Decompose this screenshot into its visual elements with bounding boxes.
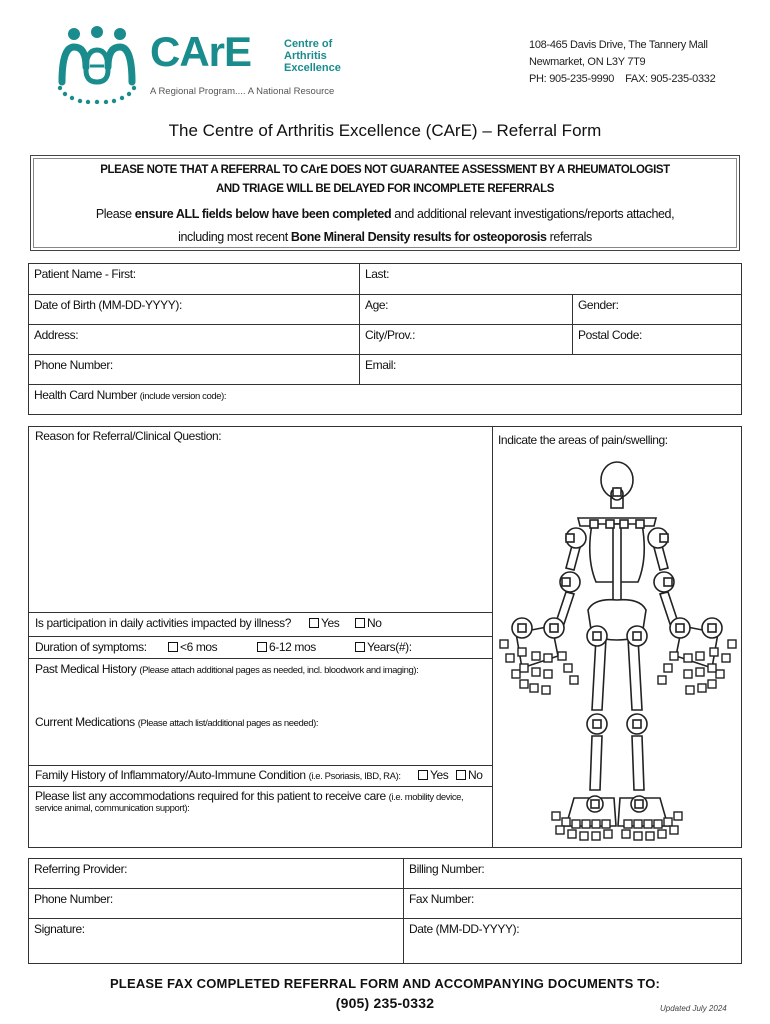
field-label: Fax Number: [409,892,474,906]
field-label: Is participation in daily activities impacted by illness? [35,616,291,630]
duration-label: Duration of symptoms: [35,640,147,654]
participation-question [35,616,291,630]
logo-sub-line: Centre of [284,38,333,50]
field-label: Last: [365,267,390,281]
option-label: 6-12 mos [269,640,316,654]
clinic-address [529,37,715,88]
fax-number: (905) 235-0332 [335,995,435,1011]
row-divider [28,786,493,787]
logo-wordmark: CArE [150,28,252,75]
city-field[interactable] [359,324,573,355]
clinical-divider [492,426,493,848]
updated-date: Updated July 2024 [660,1004,727,1013]
logo-subtitle [284,38,341,74]
notice-emphasis: ensure ALL fields below have been completed [134,207,392,221]
row-divider [28,612,493,613]
notice-text: PLEASE NOTE THAT A REFERRAL TO CArE DOES NOT GUARANTEE ASSESSMENT BY A RHEUMATOLOGIST [100,164,670,176]
accommodations-field[interactable] [35,789,490,845]
fax-instruction: PLEASE FAX COMPLETED REFERRAL FORM AND ACCOMPANYING DOCUMENTS TO: [109,976,661,991]
duration-6-12-option[interactable] [257,640,316,654]
gender-field[interactable] [572,294,742,325]
signature-field[interactable] [28,918,404,964]
field-note: (i.e. Psoriasis, IBD, RA): [308,771,401,782]
field-label: Please list any accommodations required for this patient to receive care [35,789,386,803]
logo-sub-line: Arthritis [284,50,327,62]
address-line: PH: 905-235-9990 FAX: 905-235-0332 [529,73,716,85]
field-note: (Please attach list/additional pages as needed): [137,718,319,729]
checkbox[interactable] [309,618,319,628]
participation-no-option[interactable] [355,616,382,630]
reason-field[interactable] [35,429,485,609]
notice-line [31,183,739,195]
body-diagram [496,458,740,846]
field-label: Date of Birth (MM-DD-YYYY): [34,298,182,312]
notice-text: including most recent [178,230,291,244]
field-label: Patient Name - First: [34,267,136,281]
option-label: No [367,616,382,630]
field-label: Referring Provider: [34,862,128,876]
option-label: Years(#): [367,640,412,654]
field-label: Email: [365,358,396,372]
field-label: City/Prov.: [365,328,416,342]
referring-provider-field[interactable] [28,858,404,889]
pain-areas-label: Indicate the areas of pain/swelling: [498,433,668,447]
field-note: (i.e. mobility device, [388,792,464,803]
fax-number-field[interactable] [403,888,742,919]
field-label: Current Medications [35,715,135,729]
email-field[interactable] [359,354,742,385]
checkbox[interactable] [355,642,365,652]
provider-phone-field[interactable] [28,888,404,919]
participation-yes-option[interactable] [309,616,339,630]
field-note: (include version code): [139,391,227,402]
address-line: 108-465 Davis Drive, The Tannery Mall [529,39,708,51]
notice-text: referrals [546,230,592,244]
page-title: The Centre of Arthritis Excellence (CArE) – Referral Form [168,121,602,140]
row-divider [28,765,493,766]
row-divider [28,658,493,659]
care-people-icon [52,22,142,104]
field-note: (Please attach additional pages as needed, incl. bloodwork and imaging): [139,665,419,676]
field-label: Age: [365,298,389,312]
notice-text: and additional relevant investigations/reports attached, [391,207,675,221]
logo-sub-line: Excellence [284,62,341,74]
logo-tagline: A Regional Program.... A National Resource [150,86,335,97]
checkbox[interactable] [456,770,466,780]
family-history-question [35,768,401,782]
family-yes-option[interactable] [418,768,448,782]
field-label: Postal Code: [578,328,642,342]
age-field[interactable] [359,294,573,325]
duration-lt6-option[interactable] [168,640,217,654]
row-divider [28,636,493,637]
field-label: Past Medical History [35,662,137,676]
field-label: Gender: [578,298,619,312]
field-note: service animal, communication support): [35,803,190,814]
notice-emphasis: Bone Mineral Density results for osteoporosis [290,230,547,244]
checkbox[interactable] [168,642,178,652]
medical-history-field[interactable] [35,662,490,710]
field-label: Family History of Inflammatory/Auto-Immune Condition [35,768,306,782]
field-label: Signature: [34,922,85,936]
logo [52,22,352,102]
duration-years-option[interactable] [355,640,412,654]
field-label: Date (MM-DD-YYYY): [409,922,520,936]
checkbox[interactable] [355,618,365,628]
notice-text: AND TRIAGE WILL BE DELAYED FOR INCOMPLETE REFERRALS [215,183,555,195]
patient-first-name-field[interactable] [28,263,360,295]
notice-line [31,230,739,244]
notice-line [31,207,739,221]
date-field[interactable] [403,918,742,964]
address-line: Newmarket, ON L3Y 7T9 [529,56,646,68]
patient-last-name-field[interactable] [359,263,742,295]
field-label: Phone Number: [34,358,113,372]
field-label: Phone Number: [34,892,113,906]
notice-text: Please [95,207,135,221]
notice-box [30,155,740,251]
option-label: No [468,768,483,782]
checkbox[interactable] [257,642,267,652]
medications-field[interactable] [35,715,490,763]
option-label: Yes [321,616,340,630]
field-label: Billing Number: [409,862,485,876]
option-label: Yes [430,768,449,782]
health-card-field[interactable] [28,384,742,415]
dob-field[interactable] [28,294,360,325]
option-label: <6 mos [180,640,218,654]
billing-number-field[interactable] [403,858,742,889]
field-label: Health Card Number [34,388,137,402]
address-field[interactable] [28,324,360,355]
patient-phone-field[interactable] [28,354,360,385]
field-label: Address: [34,328,79,342]
postal-code-field[interactable] [572,324,742,355]
notice-line [31,164,739,176]
field-label: Reason for Referral/Clinical Question: [35,429,222,443]
checkbox[interactable] [418,770,428,780]
family-no-option[interactable] [456,768,483,782]
